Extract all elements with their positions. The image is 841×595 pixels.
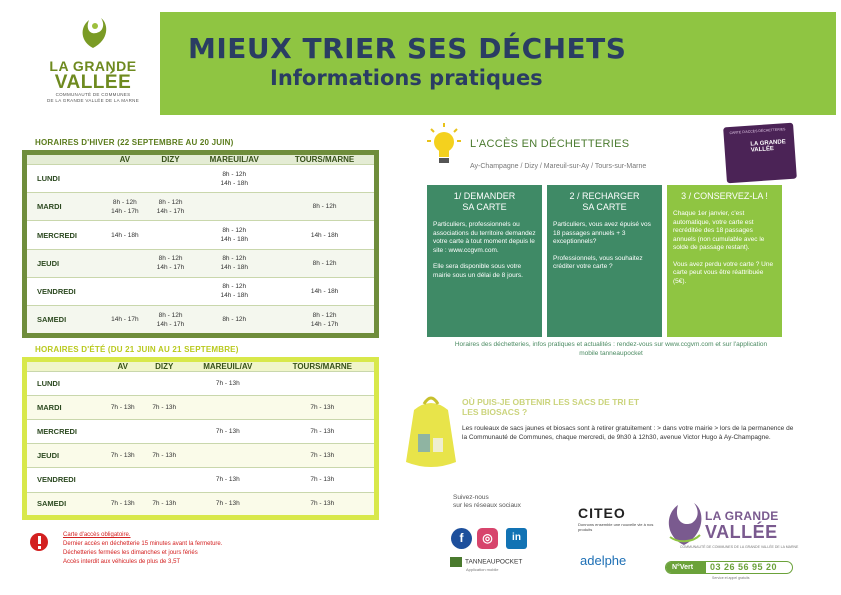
hours-cell: 7h - 13h [271,492,374,515]
warning-icon [30,533,48,551]
recycling-bag-icon [400,392,462,472]
step-1-title: 1/ DEMANDER SA CARTE [453,191,516,212]
header-banner [160,12,836,115]
follow-us-text: Suivez-nous sur les réseaux sociaux [453,494,521,509]
hours-cell: 8h - 12h 14h - 17h [148,306,194,333]
hiver-table-body [27,165,374,334]
hours-cell: 7h - 13h [102,396,144,420]
hours-cell: 7h - 13h [271,444,374,468]
day-label: MERCREDI [27,221,102,249]
step-3-text2: Vous avez perdu votre carte ? Une carte peut vous être réattribuée (5€). [673,260,774,285]
step-2-title: 2 / RECHARGER SA CARTE [569,191,640,212]
hours-cell [144,372,186,396]
swirl-logo-icon-footer [660,497,708,547]
linkedin-icon[interactable]: in [506,528,527,549]
day-label: MARDI [27,396,102,420]
footer-logo-line1: LA GRANDE [705,509,779,523]
hours-cell [148,165,194,193]
access-card-image [723,123,797,184]
hours-cell: 8h - 12h [275,193,374,221]
hours-cell [275,165,374,193]
table-row [27,468,374,492]
step-3-box [667,185,782,337]
hours-cell [102,420,144,444]
hours-cell: 7h - 13h [144,396,186,420]
step-2-text1: Particuliers, vous avez épuisé vos 18 passages annuels + 3 exceptionnels? [553,221,651,245]
hours-cell: 8h - 12h 14h - 18h [193,221,275,249]
day-label: LUNDI [27,372,102,396]
day-label: JEUDI [27,444,102,468]
step-2-text2: Professionnels, vous souhaitez créditer votre carte ? [553,254,643,270]
hours-cell: 7h - 13h [185,420,271,444]
ete-header-tours: TOURS/MARNE [271,362,374,372]
step-3-title: 3 / CONSERVEZ-LA ! [681,191,768,201]
day-label: SAMEDI [27,492,102,515]
hours-cell: 7h - 13h [185,372,271,396]
warning-text [63,531,222,567]
footer-logo-line2: VALLÉE [705,522,778,542]
hours-cell [271,372,374,396]
table-row [27,221,374,249]
grande-vallee-logo [28,12,158,107]
swirl-logo-icon [73,12,113,52]
footer-logo-sub: COMMUNAUTÉ DE COMMUNES DE LA GRANDE VALLÉE DE LA MARNE [680,545,799,549]
tanneau-sub: Application mobile [466,567,499,572]
ete-table-body [27,372,374,516]
day-label: JEUDI [27,249,102,277]
table-row [27,396,374,420]
warning-line2: Dernier accès en déchetterie 15 minutes avant la fermeture. [63,541,223,547]
hours-cell: 7h - 13h [271,396,374,420]
grande-vallee-logo-footer [660,497,800,549]
day-label: SAMEDI [27,306,102,333]
step-1-box [427,185,542,337]
table-row [27,277,374,305]
day-label: VENDREDI [27,468,102,492]
sacs-title: OÙ PUIS-JE OBTENIR LES SACS DE TRI ET LES BIOSACS ? [462,397,640,417]
instagram-icon[interactable]: ◎ [477,528,498,549]
step-1-text2: Elle sera disponible sous votre mairie sous un délai de 8 jours. [433,263,523,279]
warning-line4: Accès interdit aux véhicules de plus de 3,5T [63,559,181,565]
warning-line3: Déchetteries fermées les dimanches et jours fériés [63,550,198,556]
day-label: MERCREDI [27,420,102,444]
tanneau-label: TANNEAUPOCKET [465,558,523,566]
day-label: MARDI [27,193,102,221]
hiver-header-av: AV [102,155,148,165]
hours-cell [144,468,186,492]
table-row [27,165,374,193]
card-header: CARTE D'ACCÈS DÉCHETTERIES [729,127,786,136]
table-row [27,444,374,468]
hours-cell: 8h - 12h 14h - 18h [193,277,275,305]
ete-table [22,357,379,520]
hiver-table [22,150,379,338]
hours-cell: 8h - 12h 14h - 17h [275,306,374,333]
numero-vert-label: N°Vert [666,562,706,573]
hours-cell [185,396,271,420]
hours-cell: 7h - 13h [271,468,374,492]
hiver-header-mareuil: MAREUIL/AV [193,155,275,165]
ete-header-day [27,362,102,372]
numero-vert-badge[interactable] [665,561,793,574]
hours-cell: 8h - 12h 14h - 18h [193,249,275,277]
table-row [27,306,374,333]
logo-brand-line2: VALLÉE [54,72,132,93]
adelphe-logo: adelphe [580,553,627,568]
table-row [27,492,374,515]
page-subtitle: Informations pratiques [270,66,543,90]
hours-cell: 14h - 18h [275,221,374,249]
hours-cell: 8h - 12h 14h - 17h [148,193,194,221]
table-row [27,193,374,221]
table-row [27,420,374,444]
hours-cell: 7h - 13h [185,468,271,492]
day-label: VENDREDI [27,277,102,305]
hours-cell: 7h - 13h [102,444,144,468]
hours-cell: 8h - 12h [193,306,275,333]
hours-cell: 8h - 12h 14h - 17h [102,193,148,221]
hours-cell: 7h - 13h [185,492,271,515]
hours-cell: 7h - 13h [271,420,374,444]
acces-subtitle: Ay-Champagne / Dizy / Mareuil-sur-Ay / Tours-sur-Marne [470,163,647,170]
citeo-logo: CITEO [578,505,626,521]
ete-header-mareuil: MAREUIL/AV [185,362,271,372]
hours-cell [148,221,194,249]
ete-header-dizy: DIZY [144,362,186,372]
hours-cell [102,277,148,305]
table-row [27,249,374,277]
hiver-header-tours: TOURS/MARNE [275,155,374,165]
tanneaupocket-logo[interactable] [450,557,522,567]
hiver-title: HORAIRES D'HIVER (22 SEPTEMBRE AU 20 JUIN) [35,138,234,147]
info-note: Horaires des déchetteries, infos pratiques et actualités : rendez-vous sur www.ccgvm.com et sur l'application mobile tanneaupocket [454,341,768,357]
numero-vert-sub: Service et appel gratuits [712,576,750,580]
lightbulb-icon [427,122,461,166]
logo-sub-line1: COMMUNAUTÉ DE COMMUNES [55,92,131,97]
hours-cell: 7h - 13h [144,492,186,515]
hours-cell: 14h - 17h [102,306,148,333]
hours-cell [102,165,148,193]
page-title: MIEUX TRIER SES DÉCHETS [188,32,627,65]
step-1-text1: Particuliers, professionnels ou associations du territoire demandez votre carte à tout moment depuis le site : www.ccgvm.com. [433,221,536,254]
numero-vert-number: 03 26 56 95 20 [710,562,778,572]
ete-title: HORAIRES D'ÉTÉ (DU 21 JUIN AU 21 SEPTEMBRE) [35,345,239,354]
step-2-box [547,185,662,337]
card-label: LA GRANDE VALLÉE [750,139,786,154]
step-3-text1: Chaque 1er janvier, c'est automatique, votre carte est recréditée des 18 passages annuels (non cumulable avec le solde de passage restant). [673,210,765,251]
hours-cell [102,249,148,277]
warning-line1: Carte d'accès obligatoire. [63,532,131,538]
hours-cell [102,372,144,396]
hours-cell [148,277,194,305]
sacs-text: Les rouleaux de sacs jaunes et biosacs sont à retirer gratuitement : > dans votre mairie > lors de la permanence de la Communauté de Communes, chaque mercredi, de 9h30 à 12h30, avenue Victor Hugo à Ay-Champagne. [462,425,794,441]
acces-title: L'ACCÈS EN DÉCHETTERIES [470,138,630,150]
hours-cell: 14h - 18h [102,221,148,249]
hours-cell [102,468,144,492]
hours-cell: 7h - 13h [144,444,186,468]
tanneau-icon [450,557,462,567]
hours-cell: 8h - 12h 14h - 17h [148,249,194,277]
logo-sub-line2: DE LA GRANDE VALLÉE DE LA MARNE [47,98,139,103]
hiver-header-dizy: DIZY [148,155,194,165]
ete-header-av: AV [102,362,144,372]
hours-cell: 8h - 12h 14h - 18h [193,165,275,193]
hours-cell [193,193,275,221]
hours-cell: 8h - 12h [275,249,374,277]
hours-cell [185,444,271,468]
day-label: LUNDI [27,165,102,193]
hiver-header-day [27,155,102,165]
hours-cell: 14h - 18h [275,277,374,305]
hours-cell [144,420,186,444]
facebook-icon[interactable]: f [451,528,472,549]
logo-brand-line1: LA GRANDE [49,58,137,74]
citeo-sub: Donnons ensemble une nouvelle vie à nos produits [578,522,654,532]
table-row [27,372,374,396]
hours-cell: 7h - 13h [102,492,144,515]
